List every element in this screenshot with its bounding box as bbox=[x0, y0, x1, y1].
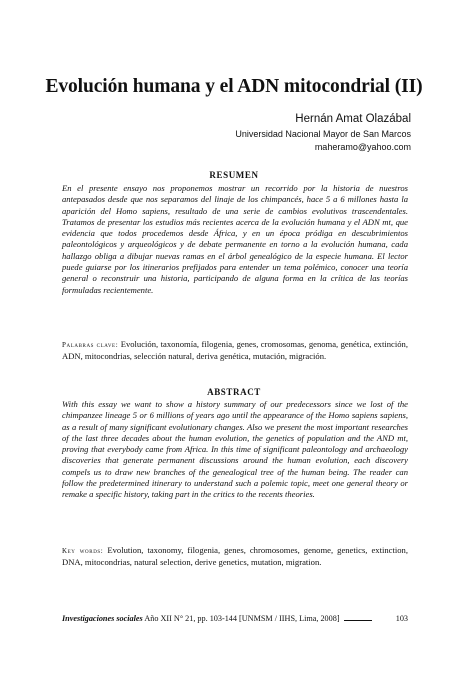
key-words-text: Evolution, taxonomy, filogenia, genes, chromosomes, genome, genetics, extinction, DNA, mitocondrias, natural selection, derive genetics, mutation, migration. bbox=[62, 545, 408, 568]
author-affiliation: Universidad Nacional Mayor de San Marcos bbox=[235, 129, 411, 139]
page-number: 103 bbox=[395, 614, 408, 623]
journal-name: Investigaciones sociales bbox=[62, 614, 143, 623]
key-words bbox=[62, 545, 408, 569]
resumen-body: En el presente ensayo nos proponemos mostrar un recorrido por la historia de nuestros antepasados desde que nos separamos del linaje de los chimpancés, hace 5 a 6 millones hasta la aparición del Homo sapiens, resultado de una serie de cambios evolutivos trascendentales. Tratamos de presentar los estudios más recientes acerca de la evolución humana y el ADN mt, que evidencia que todos procedemos desde África, y en un época pródiga en descubrimientos paleontológicos y arqueológicos y de debate permanente en torno a la evolución humana, cada hallazgo obliga a dibujar nuevas ramas en el árbol genealógico de la especie humana. El lector puede guiarse por los itinerarios prefijados para entender un tema polémico, conocer una teoría general o reconstruir una historia, participando de alguna forma en la crítica de las teorías formuladas recientemente. bbox=[62, 183, 408, 295]
key-words-label: Key words: bbox=[62, 547, 104, 555]
author-name: Hernán Amat Olazábal bbox=[295, 113, 411, 125]
author-email: maheramo@yahoo.com bbox=[314, 142, 411, 152]
journal-citation: Año XII N° 21, pp. 103-144 bbox=[144, 614, 237, 623]
page-footer bbox=[62, 614, 408, 623]
palabras-clave-text: Evolución, taxonomía, filogenia, genes, cromosomas, genoma, genética, extinción, ADN, mitocondrias, selección natural, deriva genética, mutación, migración. bbox=[62, 339, 408, 362]
journal-location: [UNMSM / IIHS, Lima, 2008] bbox=[239, 614, 340, 623]
abstract-body: With this essay we want to show a history summary of our predecessors since we lost of the chimpanzee lineage 5 or 6 millions of years ago until the appearance of the Homo sapiens sapiens, as a result of many significant evolutionary changes. Also we present the most important researches of the last three decades about the human evolution, the genetics of population and the AND mt, proving that everybody came from Africa. In this time of significant paleontology and archaeology discoveries that generate permanent discussions around the human evolution, each discovery compels us to draw new branches of the genealogical tree of the human being. The reader can follow the predetermined itinerary to understand such a polemic topic, meet one general theory or remake a specific history, taking part in the critics to the recents theories. bbox=[62, 399, 408, 500]
resumen-heading: RESUMEN bbox=[209, 170, 259, 180]
abstract-heading: ABSTRACT bbox=[207, 387, 261, 397]
palabras-clave-label: Palabras clave: bbox=[62, 341, 119, 349]
footer-rule bbox=[344, 620, 372, 621]
palabras-clave bbox=[62, 339, 408, 363]
article-title: Evolución humana y el ADN mitocondrial (II) bbox=[45, 76, 423, 97]
